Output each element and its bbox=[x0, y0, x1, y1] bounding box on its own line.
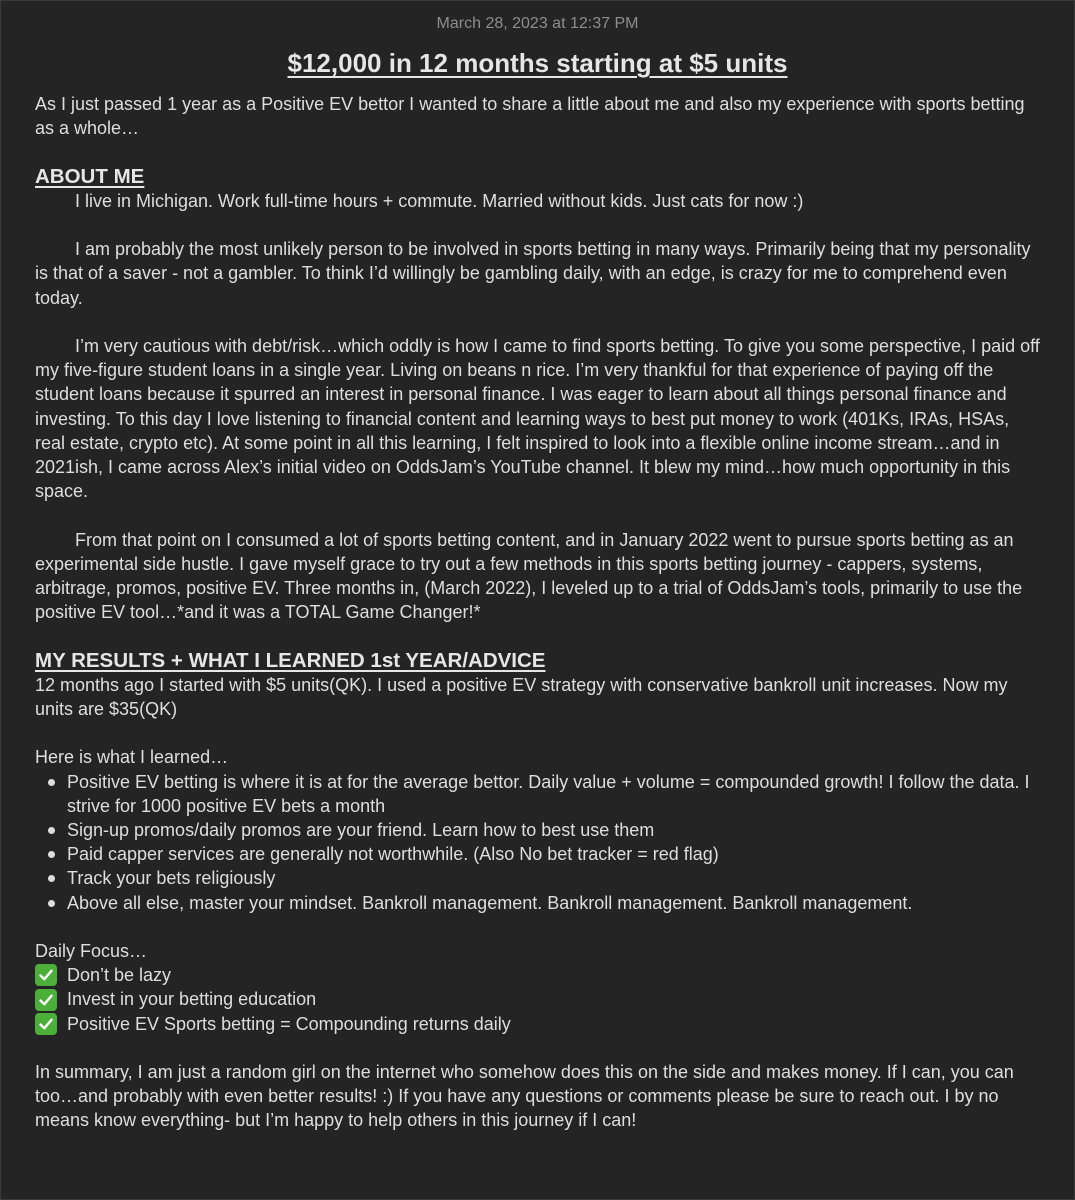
blank-line bbox=[35, 140, 1040, 164]
daily-focus-text: Don’t be lazy bbox=[67, 965, 172, 986]
list-item bbox=[67, 770, 1040, 818]
results-heading: MY RESULTS + WHAT I LEARNED 1st YEAR/ADVICE bbox=[35, 648, 546, 672]
list-item bbox=[67, 891, 1040, 915]
learned-list bbox=[35, 770, 1040, 915]
daily-focus-item bbox=[35, 1012, 1040, 1036]
daily-focus-item bbox=[35, 963, 1040, 987]
note-timestamp: March 28, 2023 at 12:37 PM bbox=[436, 15, 639, 32]
daily-focus-intro: Daily Focus… bbox=[35, 941, 148, 961]
bullet-icon bbox=[48, 779, 55, 786]
blank-line bbox=[35, 213, 1040, 237]
bullet-icon bbox=[48, 827, 55, 834]
results-paragraph: 12 months ago I started with $5 units(QK). I used a positive EV strategy with conservative bankroll unit increases. Now my units are $35(QK) bbox=[35, 674, 1008, 719]
list-item bbox=[67, 866, 1040, 890]
about-paragraph: I live in Michigan. Work full-time hours + commute. Married without kids. Just cats for now :) bbox=[75, 190, 804, 211]
check-mark-icon bbox=[35, 1013, 57, 1035]
bullet-icon bbox=[48, 851, 55, 858]
daily-focus-text: Positive EV Sports betting = Compounding returns daily bbox=[67, 1013, 511, 1034]
about-paragraph: I am probably the most unlikely person to be involved in sports betting in many ways. Primarily being that my personality is that of a saver - not a gambler. To think I’d willingly be gambling daily, with an edge, is crazy for me to comprehend even today. bbox=[35, 239, 1031, 308]
list-item-text: Paid capper services are generally not worthwhile. (Also No bet tracker = red flag) bbox=[67, 844, 719, 865]
blank-line bbox=[35, 310, 1040, 334]
list-item bbox=[67, 818, 1040, 842]
blank-line bbox=[35, 721, 1040, 745]
about-paragraph: From that point on I consumed a lot of sports betting content, and in January 2022 went to pursue sports betting as an experimental side hustle. I gave myself grace to try out a few methods in this sports betting journey - cappers, systems, arbitrage, promos, positive EV. Three months in, (March 2022), I leveled up to a trial of OddsJam’s tools, primarily to use the positive EV tool…*and it was a TOTAL Game Changer!* bbox=[35, 529, 1023, 623]
learned-intro: Here is what I learned… bbox=[35, 747, 229, 768]
daily-focus-text: Invest in your betting education bbox=[67, 989, 317, 1010]
check-mark-icon bbox=[35, 989, 57, 1011]
blank-line bbox=[35, 915, 1040, 939]
blank-line bbox=[35, 503, 1040, 527]
about-heading: ABOUT ME bbox=[35, 164, 145, 188]
daily-focus-item bbox=[35, 987, 1040, 1011]
bullet-icon bbox=[48, 900, 55, 907]
list-item-text: Above all else, master your mindset. Bankroll management. Bankroll management. Bankroll management. bbox=[67, 892, 913, 913]
list-item-text: Track your bets religiously bbox=[67, 868, 276, 889]
list-item-text: Sign-up promos/daily promos are your friend. Learn how to best use them bbox=[67, 820, 655, 840]
check-mark-icon bbox=[35, 964, 57, 986]
about-paragraph: I’m very cautious with debt/risk…which oddly is how I came to find sports betting. To give you some perspective, I paid off my five-figure student loans in a single year. Living on beans n rice. I’m very thankful for that experience of paying off the student loans because it spurred an interest in personal finance. I was eager to learn about all things personal finance and investing. To this day I love listening to financial content and learning ways to best put money to work (401Ks, IRAs, HSAs, real estate, crypto etc). At some point in all this learning, I felt inspired to look into a flexible online income stream…and in 2021ish, I came across Alex’s initial video on OddsJam’s YouTube channel. It blew my mind…how much opportunity in this space. bbox=[35, 335, 1040, 502]
note-body[interactable] bbox=[1, 47, 1074, 1133]
summary-paragraph: In summary, I am just a random girl on the internet who somehow does this on the side and makes money. If I can, you can too…and probably with even better results! :) If you have any questions or comments please be sure to reach out. I by no means know everything- but I’m happy to help others in this journey if I can! bbox=[35, 1062, 1014, 1131]
note-title: $12,000 in 12 months starting at $5 units bbox=[287, 48, 788, 78]
list-item-text: Positive EV betting is where it is at for the average bettor. Daily value + volume = compounded growth! I follow the data. I strive for 1000 positive EV bets a month bbox=[67, 771, 1030, 816]
list-item bbox=[67, 842, 1040, 866]
blank-line bbox=[35, 1036, 1040, 1060]
blank-line bbox=[35, 624, 1040, 648]
intro-paragraph: As I just passed 1 year as a Positive EV bettor I wanted to share a little about me and also my experience with sports betting as a whole… bbox=[35, 94, 1025, 139]
bullet-icon bbox=[48, 875, 55, 882]
